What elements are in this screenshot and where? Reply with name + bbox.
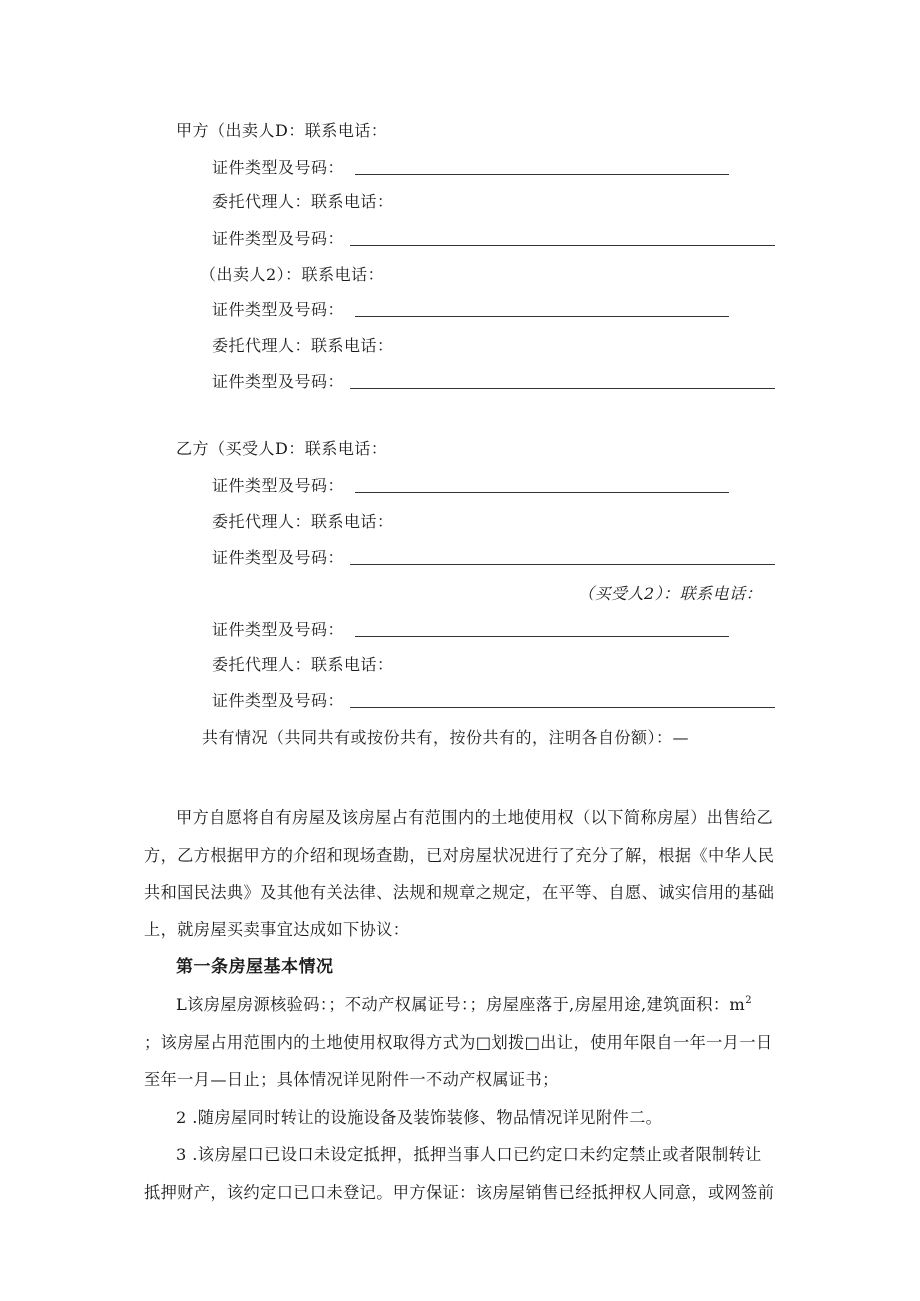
co-ownership-line: 共有情况（共同共有或按份共有，按份共有的，注明各自份额）：— <box>202 728 690 747</box>
intro-line-3: 共和国民法典》及其他有关法律、法规和规章之规定，在平等、自愿、诚实信用的基础 <box>144 883 775 902</box>
buyer1-agent-line: 委托代理人：联系电话： <box>212 512 394 531</box>
buyer1-agent-id-label: 证件类型及号码： <box>212 548 345 567</box>
area-unit-superscript: 2 <box>745 995 752 1006</box>
article1-item1-line1 <box>176 995 752 1015</box>
buyer1-contact-line: 乙方（买受人D：联系电话： <box>176 439 388 458</box>
seller1-agent-id-field[interactable] <box>350 245 775 246</box>
article1-item3-line2: 抵押财产，该约定口已口未登记。甲方保证：该房屋销售已经抵押权人同意，或网签前 <box>144 1183 775 1202</box>
seller2-id-label: 证件类型及号码： <box>212 300 345 319</box>
buyer1-id-field[interactable] <box>355 492 729 493</box>
buyer2-contact-line: （买受人2）：联系电话： <box>578 584 763 603</box>
article1-item1-line1-text: L该房屋房源核验码：；不动产权属证号：；房屋座落于,房屋用途,建筑面积：m <box>176 995 746 1014</box>
seller1-id-field[interactable] <box>355 174 729 175</box>
seller2-agent-id-label: 证件类型及号码： <box>212 372 345 391</box>
intro-line-4: 上，就房屋买卖事宜达成如下协议： <box>144 920 410 939</box>
buyer1-agent-id-field[interactable] <box>350 564 775 565</box>
seller1-agent-line: 委托代理人：联系电话： <box>212 192 394 211</box>
buyer2-id-label: 证件类型及号码： <box>212 620 345 639</box>
article1-heading: 第一条房屋基本情况 <box>176 957 334 977</box>
article1-item1-line2: ；该房屋占用范围内的土地使用权取得方式为□划拨□出让，使用年限自一年一月一日 <box>144 1033 773 1052</box>
article1-item3-line1: 3 .该房屋口已设口未设定抵押，抵押当事人口已约定口未约定禁止或者限制转让 <box>176 1145 762 1164</box>
seller2-agent-line: 委托代理人：联系电话： <box>212 336 394 355</box>
intro-line-2: 方，乙方根据甲方的介绍和现场查勘，已对房屋状况进行了充分了解，根据《中华人民 <box>144 846 775 865</box>
buyer2-agent-line: 委托代理人：联系电话： <box>212 655 394 674</box>
seller1-agent-id-label: 证件类型及号码： <box>212 229 345 248</box>
article1-item2: 2 .随房屋同时转让的设施设备及装饰装修、物品情况详见附件二。 <box>176 1108 663 1127</box>
buyer2-id-field[interactable] <box>355 636 729 637</box>
buyer1-id-label: 证件类型及号码： <box>212 476 345 495</box>
buyer2-agent-id-label: 证件类型及号码： <box>212 691 345 710</box>
seller1-contact-line: 甲方（出卖人D：联系电话： <box>176 121 388 140</box>
buyer2-agent-id-field[interactable] <box>350 707 775 708</box>
seller2-agent-id-field[interactable] <box>350 388 775 389</box>
article1-item1-line3: 至年一月—日止；具体情况详见附件一不动产权属证书； <box>144 1070 559 1089</box>
seller2-contact-line: （出卖人2）：联系电话： <box>200 265 385 284</box>
intro-line-1: 甲方自愿将自有房屋及该房屋占有范围内的土地使用权（以下简称房屋）出售给乙 <box>176 808 774 827</box>
seller2-id-field[interactable] <box>355 316 729 317</box>
seller1-id-label: 证件类型及号码： <box>212 158 345 177</box>
